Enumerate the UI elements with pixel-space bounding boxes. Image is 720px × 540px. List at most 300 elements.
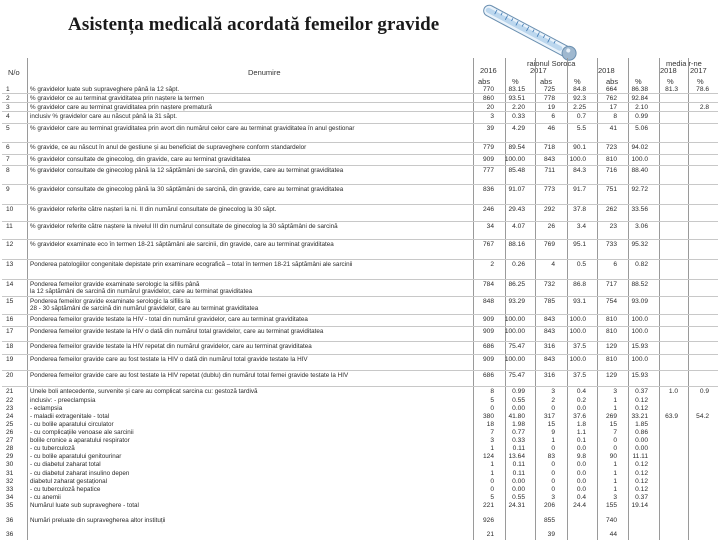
row-description (30, 241, 334, 248)
value-pct-2017: 0.0 (576, 405, 586, 412)
row-description (30, 167, 343, 174)
row-description (30, 445, 75, 452)
row-number: 20 (6, 372, 14, 379)
value-abs-2018: 762 (605, 95, 617, 102)
value-pct-2018: 0.82 (635, 261, 648, 268)
row-description-line: Numări preluate din supravegherea altor instituții (30, 517, 166, 524)
row-number: 17 (6, 328, 14, 335)
row-description-line: Ponderea femeilor gravide examinate serologic la sifilis la (30, 298, 191, 305)
row-description-line: Ponderea femeilor gravide testate la HIV repetat din numărul gravidelor, care au terminat graviditatea (30, 343, 312, 350)
row-description-line: % gravidelor consultate de ginecolog, din gravide, care au terminat graviditatea (30, 156, 251, 163)
value-abs-2017: 316 (543, 372, 555, 379)
row-description (30, 86, 179, 93)
row-description (30, 470, 129, 477)
row-description (30, 413, 109, 420)
value-pct-2016: 0.33 (512, 113, 525, 120)
value-pct-2017: 100.0 (569, 316, 586, 323)
value-abs-2016: 380 (482, 413, 494, 420)
value-pct-2018: 3.06 (635, 223, 648, 230)
value-abs-2017: 773 (543, 186, 555, 193)
value-pct-2018: 1.85 (635, 421, 648, 428)
value-abs-2016: 926 (482, 517, 494, 524)
value-abs-2018: 740 (605, 517, 617, 524)
header-sub-abs-2016: abs (478, 77, 491, 86)
value-abs-2018: 810 (605, 356, 617, 363)
value-pct-2018: 5.06 (635, 125, 648, 132)
row-number: 2 (6, 95, 10, 102)
row-divider (2, 184, 718, 185)
value-pct-2018: 33.21 (631, 413, 648, 420)
value-abs-2018: 733 (605, 241, 617, 248)
column-rule (535, 58, 536, 540)
value-abs-2017: 0 (551, 486, 555, 493)
value-abs-2016: 5 (490, 397, 494, 404)
value-abs-2017: 19 (547, 104, 555, 111)
value-abs-2016: 909 (482, 316, 494, 323)
column-rule (473, 58, 474, 540)
row-number: 18 (6, 343, 14, 350)
value-pct-2018: 100.0 (631, 156, 648, 163)
value-abs-2018: 269 (605, 413, 617, 420)
value-abs-2016: 8 (490, 388, 494, 395)
value-abs-2016: 860 (482, 95, 494, 102)
row-description (30, 453, 121, 460)
row-description-line: Ponderea femeilor gravide examinate serologic la sifilis până (30, 281, 200, 288)
value-pct-2017: 0.4 (576, 388, 586, 395)
value-pct-2017: 100.0 (569, 156, 586, 163)
row-number: 19 (6, 356, 14, 363)
value-pct-2017: 9.8 (576, 453, 586, 460)
header-media-year-2017: 2017 (690, 66, 707, 75)
value-abs-2017: 855 (543, 517, 555, 524)
value-pct-2017: 0.4 (576, 494, 586, 501)
value-abs-2016: 246 (482, 206, 494, 213)
row-description (30, 421, 114, 428)
value-pct-2017: 37.5 (573, 372, 586, 379)
value-pct-2017: 84.8 (573, 86, 586, 93)
row-description-line: - eclampsia (30, 405, 63, 412)
value-abs-2017: 9 (551, 429, 555, 436)
row-description (30, 125, 354, 132)
header-media: media r-ne (666, 59, 702, 68)
value-pct-2018: 11.11 (632, 453, 648, 460)
value-abs-2016: 836 (482, 186, 494, 193)
value-abs-2018: 8 (613, 113, 617, 120)
value-abs-2017: 843 (543, 328, 555, 335)
value-abs-2017: 725 (543, 86, 555, 93)
row-divider (2, 165, 718, 166)
value-pct-2017: 0.7 (576, 113, 586, 120)
value-pct-2016: 75.47 (508, 372, 525, 379)
value-abs-2017: 2 (551, 397, 555, 404)
value-abs-2018: 41 (609, 125, 617, 132)
header-sub-pct-2017: % (574, 77, 581, 86)
row-description-line: 28 - 30 săptămâni de sarcină din numărul gravidelor, care au terminat graviditatea (30, 305, 259, 312)
value-pct-2018: 33.56 (631, 206, 648, 213)
row-description-line: % gravidelor care au terminat graviditatea prin avort din numărul celor care au terminat graviditatea în anul gestionar (30, 125, 355, 132)
value-pct-2018: 15.93 (631, 372, 648, 379)
value-pct-2016: 0.99 (512, 388, 525, 395)
row-divider (2, 154, 718, 155)
value-abs-2018: 717 (605, 281, 617, 288)
value-pct-2016: 0.33 (512, 437, 525, 444)
value-pct-2016: 0.11 (512, 470, 525, 477)
value-abs-2016: 3 (490, 437, 494, 444)
row-description-line: - cu anemii (30, 494, 61, 501)
value-abs-2017: 769 (543, 241, 555, 248)
header-nr: N/o (8, 68, 20, 77)
value-pct-2018: 92.84 (631, 95, 648, 102)
header-denumire: Denumire (248, 68, 281, 77)
row-number: 33 (6, 486, 14, 493)
value-abs-2018: 3 (613, 388, 617, 395)
header-sub-abs-2018: abs (606, 77, 619, 86)
row-description-line: - maladii extragenitale - total (30, 413, 110, 420)
value-abs-2018: 262 (605, 206, 617, 213)
value-media-2017: 0.9 (699, 388, 709, 395)
value-pct-2016: 2.20 (512, 104, 525, 111)
value-pct-2016: 100.00 (504, 156, 525, 163)
row-divider (2, 314, 718, 315)
value-abs-2018: 1 (613, 478, 617, 485)
row-description (30, 281, 252, 295)
row-number: 8 (6, 167, 10, 174)
header-media-year-2018: 2018 (660, 66, 677, 75)
value-abs-2016: 5 (490, 494, 494, 501)
value-abs-2017: 785 (543, 298, 555, 305)
row-description-line: - cu tuberculoză hepatice (30, 486, 101, 493)
row-description-line: % gravidelor referite către naștere la nivelul III din numărul consultate de ginecolog la 30 săptămâni de sarcină (30, 223, 338, 230)
row-number: 24 (6, 413, 14, 420)
value-abs-2016: 770 (482, 86, 494, 93)
value-abs-2017: 0 (551, 461, 555, 468)
value-abs-2017: 3 (551, 494, 555, 501)
row-description (30, 388, 258, 395)
value-pct-2016: 0.11 (512, 461, 525, 468)
row-description-line: % gravidelor ce au terminat graviditatea prin naștere la termen (30, 95, 204, 102)
value-abs-2016: 779 (482, 144, 494, 151)
value-abs-2016: 21 (486, 531, 494, 538)
value-pct-2016: 86.25 (508, 281, 525, 288)
value-abs-2017: 46 (547, 125, 555, 132)
value-pct-2017: 0.1 (576, 437, 586, 444)
row-description (30, 478, 107, 485)
row-number: 16 (6, 316, 14, 323)
value-pct-2017: 0.2 (576, 397, 586, 404)
column-rule (688, 58, 689, 540)
row-description (30, 356, 308, 363)
value-pct-2016: 4.07 (512, 223, 525, 230)
value-pct-2017: 95.1 (573, 241, 586, 248)
value-abs-2018: 0 (613, 445, 617, 452)
row-number: 29 (6, 453, 14, 460)
value-abs-2018: 723 (605, 144, 617, 151)
row-divider (2, 370, 718, 371)
value-pct-2017: 24.4 (573, 502, 586, 509)
column-rule (27, 58, 28, 540)
row-number: 14 (6, 281, 14, 288)
row-divider (2, 354, 718, 355)
value-abs-2016: 686 (482, 372, 494, 379)
row-description (30, 429, 134, 436)
value-abs-2018: 810 (605, 316, 617, 323)
value-abs-2018: 1 (613, 397, 617, 404)
value-abs-2018: 754 (605, 298, 617, 305)
row-description-line: - cu diabetul zaharat total (30, 461, 101, 468)
row-description (30, 316, 308, 323)
row-number: 21 (6, 388, 14, 395)
value-pct-2016: 91.07 (508, 186, 525, 193)
value-abs-2018: 155 (605, 502, 617, 509)
value-pct-2017: 90.1 (573, 144, 586, 151)
row-number: 7 (6, 156, 10, 163)
value-abs-2018: 129 (605, 343, 617, 350)
value-abs-2018: 23 (609, 223, 617, 230)
value-abs-2016: 909 (482, 356, 494, 363)
row-number: 5 (6, 125, 10, 132)
row-description (30, 156, 251, 163)
row-number: 22 (6, 397, 14, 404)
value-pct-2016: 0.11 (512, 445, 525, 452)
value-pct-2017: 92.3 (573, 95, 586, 102)
row-description (30, 95, 204, 102)
row-number: 11 (6, 223, 13, 230)
header-sub-media-2017: % (697, 77, 704, 86)
value-pct-2018: 0.12 (635, 486, 648, 493)
value-pct-2016: 29.43 (508, 206, 525, 213)
value-abs-2017: 0 (551, 445, 555, 452)
value-pct-2018: 0.12 (635, 478, 648, 485)
value-abs-2016: 1 (490, 470, 494, 477)
value-media-2017: 78.6 (696, 86, 709, 93)
value-pct-2016: 83.15 (508, 86, 525, 93)
value-abs-2018: 810 (605, 328, 617, 335)
value-pct-2016: 0.00 (512, 405, 525, 412)
value-pct-2016: 4.29 (512, 125, 525, 132)
row-divider (2, 142, 718, 143)
header-year-2016: 2016 (480, 66, 497, 75)
row-number: 35 (6, 502, 14, 509)
value-abs-2016: 39 (486, 125, 494, 132)
value-pct-2018: 88.40 (631, 167, 648, 174)
value-abs-2016: 0 (490, 478, 494, 485)
row-description (30, 437, 130, 444)
value-abs-2016: 686 (482, 343, 494, 350)
value-pct-2018: 94.02 (631, 144, 648, 151)
value-abs-2016: 124 (482, 453, 494, 460)
row-number: 10 (6, 206, 14, 213)
value-abs-2017: 0 (551, 405, 555, 412)
value-pct-2016: 100.00 (504, 316, 525, 323)
value-pct-2016: 1.98 (512, 421, 525, 428)
row-number: 28 (6, 445, 14, 452)
value-pct-2018: 0.37 (635, 494, 648, 501)
row-description-line: Ponderea femeilor gravide testate la HIV - total din numărul gravidelor, care au terminat graviditatea (30, 316, 308, 323)
row-number: 3 (6, 104, 10, 111)
column-rule (628, 58, 629, 540)
row-description-line: - cu bolile aparatului genitourinar (30, 453, 122, 460)
row-description (30, 186, 343, 193)
row-number: 27 (6, 437, 14, 444)
value-abs-2017: 0 (551, 470, 555, 477)
value-abs-2016: 909 (482, 156, 494, 163)
value-media-2018: 63.9 (665, 413, 678, 420)
row-description (30, 223, 338, 230)
value-pct-2018: 0.12 (635, 461, 648, 468)
value-abs-2017: 3 (551, 388, 555, 395)
value-pct-2016: 93.29 (508, 298, 525, 305)
value-abs-2017: 317 (543, 413, 555, 420)
value-pct-2016: 41.80 (508, 413, 525, 420)
value-pct-2017: 91.7 (573, 186, 586, 193)
value-abs-2018: 1 (613, 405, 617, 412)
row-divider (2, 93, 718, 94)
row-description-line: bolile cronice a aparatului respirator (30, 437, 130, 444)
row-description (30, 206, 276, 213)
value-pct-2017: 1.1 (576, 429, 586, 436)
row-description (30, 502, 139, 509)
row-description-line: inclusiv % gravidelor care au născut până la 31 săpt. (30, 113, 178, 120)
value-abs-2017: 711 (544, 167, 555, 174)
thermometer-icon (470, 2, 590, 64)
row-description-line: Ponderea femeilor gravide testate la HIV o dată din numărul total gravidelor, care au terminat graviditatea (30, 328, 324, 335)
row-description-line: Ponderea femeilor gravide care au fost testate la HIV o dată din numărul total gravide testate la HIV (30, 356, 308, 363)
row-description (30, 343, 312, 350)
value-pct-2018: 86.38 (631, 86, 648, 93)
header-year-2017: 2017 (530, 66, 547, 75)
row-description-line: - cu complicațiile venoase ale sarcinii (30, 429, 134, 436)
row-number: 12 (6, 241, 14, 248)
value-pct-2018: 0.12 (635, 470, 648, 477)
value-pct-2018: 2.10 (635, 104, 648, 111)
value-abs-2018: 810 (605, 156, 617, 163)
row-number: 25 (6, 421, 14, 428)
value-pct-2018: 0.12 (635, 397, 648, 404)
row-divider (2, 279, 718, 280)
row-number: 6 (6, 144, 10, 151)
value-pct-2016: 0.55 (512, 397, 525, 404)
value-pct-2017: 37.6 (573, 413, 586, 420)
value-abs-2018: 44 (609, 531, 617, 538)
row-divider (2, 123, 718, 124)
value-abs-2018: 90 (609, 453, 617, 460)
value-pct-2017: 37.5 (573, 343, 586, 350)
value-abs-2016: 0 (490, 486, 494, 493)
value-media-2018: 1.0 (668, 388, 678, 395)
value-pct-2017: 1.8 (576, 421, 586, 428)
value-pct-2017: 2.25 (573, 104, 586, 111)
value-pct-2018: 93.09 (631, 298, 648, 305)
row-description (30, 328, 323, 335)
value-pct-2016: 93.51 (508, 95, 525, 102)
value-pct-2018: 92.72 (631, 186, 648, 193)
row-description-line: diabetul zaharat gestațional (30, 478, 108, 485)
row-description (30, 298, 258, 312)
row-description-line: % gravidelor referite către nașteri la ni. II din numărul consultate de ginecolog la 30 săpt. (30, 206, 277, 213)
value-abs-2016: 18 (486, 421, 494, 428)
row-description (30, 372, 348, 379)
value-pct-2016: 0.55 (512, 494, 525, 501)
row-number: 13 (6, 261, 14, 268)
row-divider (2, 239, 718, 240)
value-media-2017: 54.2 (696, 413, 709, 420)
value-abs-2017: 0 (551, 478, 555, 485)
row-description-line: la 12 săptămâni de sarcină din numărul gravidelor, care au terminat graviditatea (30, 288, 253, 295)
value-abs-2016: 7 (490, 429, 494, 436)
row-divider (2, 386, 718, 387)
row-number: 31 (6, 470, 14, 477)
value-pct-2016: 0.26 (512, 261, 525, 268)
value-pct-2018: 88.52 (631, 281, 648, 288)
row-description (30, 486, 100, 493)
row-description-line: Ponderea femeilor gravide care au fost testate la HIV repetat (dublu) din numărul total femei gravide testate la HIV (30, 372, 349, 379)
value-abs-2018: 7 (613, 429, 617, 436)
row-description-line: - cu bolile aparatului circulator (30, 421, 114, 428)
value-abs-2016: 767 (482, 241, 494, 248)
row-divider (2, 341, 718, 342)
value-pct-2017: 0.0 (576, 470, 586, 477)
row-description-line: % gravidelor care au terminat graviditatea prin naștere prematură (30, 104, 213, 111)
value-pct-2017: 0.0 (576, 445, 586, 452)
value-pct-2016: 0.00 (512, 478, 525, 485)
value-pct-2017: 0.0 (576, 461, 586, 468)
header-sub-abs-2017: abs (540, 77, 553, 86)
row-description (30, 144, 306, 151)
row-number: 36 (6, 531, 14, 538)
value-pct-2018: 0.37 (635, 388, 648, 395)
value-pct-2016: 100.00 (504, 328, 525, 335)
value-abs-2017: 718 (543, 144, 555, 151)
header-sub-pct-2016: % (512, 77, 519, 86)
row-divider (2, 259, 718, 260)
value-pct-2017: 84.3 (573, 167, 586, 174)
value-abs-2017: 39 (547, 531, 555, 538)
value-abs-2018: 17 (609, 104, 617, 111)
header-sub-media-2018: % (667, 77, 674, 86)
value-pct-2016: 100.00 (504, 356, 525, 363)
value-abs-2018: 1 (613, 461, 617, 468)
row-description (30, 494, 61, 501)
value-abs-2018: 716 (605, 167, 617, 174)
value-pct-2017: 37.8 (573, 206, 586, 213)
value-abs-2016: 909 (482, 328, 494, 335)
row-number: 9 (6, 186, 10, 193)
value-pct-2017: 3.4 (576, 223, 586, 230)
row-description (30, 397, 95, 404)
value-pct-2016: 0.77 (512, 429, 525, 436)
row-number: 32 (6, 478, 14, 485)
value-pct-2016: 75.47 (508, 343, 525, 350)
column-rule (659, 58, 660, 540)
value-pct-2018: 0.12 (635, 405, 648, 412)
row-description-line: % gravide, ce au născut în anul de gestiune și au beneficiat de supraveghere conform standardelor (30, 144, 307, 151)
page-title: Asistența medicală acordată femeilor gravide (68, 14, 440, 35)
row-divider (2, 204, 718, 205)
value-pct-2018: 100.0 (631, 328, 648, 335)
row-number: 23 (6, 405, 14, 412)
value-abs-2017: 843 (543, 356, 555, 363)
row-description-line: Ponderea patologiilor congenitale depistate prin examinare ecografică – total în termen 18-21 săptămâni ale sarcinii (30, 261, 353, 268)
header-year-2018: 2018 (598, 66, 615, 75)
row-description-line: Unele boli antecedente, survenite și care au complicat sarcina cu: gestoză tardivă (30, 388, 258, 395)
value-abs-2018: 664 (605, 86, 617, 93)
column-rule (505, 58, 506, 540)
value-pct-2018: 0.99 (635, 113, 648, 120)
value-abs-2018: 1 (613, 486, 617, 493)
value-abs-2017: 4 (551, 261, 555, 268)
value-abs-2016: 20 (486, 104, 494, 111)
value-abs-2017: 6 (551, 113, 555, 120)
